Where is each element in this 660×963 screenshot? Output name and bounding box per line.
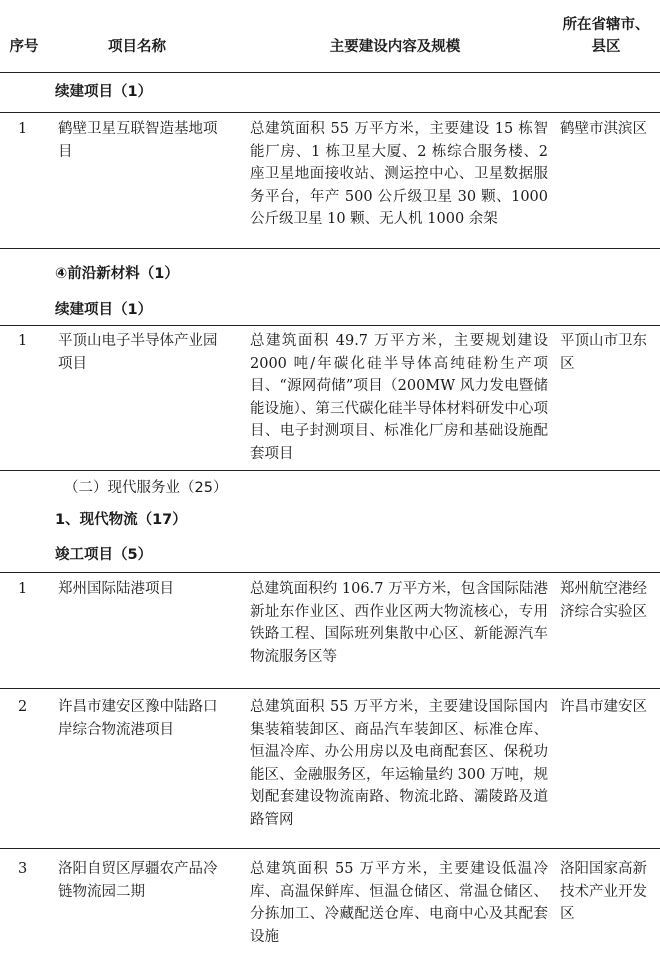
row-divider bbox=[0, 325, 660, 326]
row-divider bbox=[0, 112, 660, 113]
row-location: 郑州航空港经济综合实验区 bbox=[560, 581, 647, 620]
table-header bbox=[0, 0, 660, 73]
section-modern-services: （二）现代服务业（25） bbox=[64, 480, 228, 496]
row-content: 总建筑面积 55 万平方米，主要建设国际国内集装箱装卸区、商品汽车装卸区、标准仓库、恒温冷库、办公用房以及电商配套区、保税功能区、金融服务区，年运输量约 300 万吨，规划配套建设物流南路、物流北路、灞陵路及道路管网 bbox=[250, 699, 548, 828]
row-name: 郑州国际陆港项目 bbox=[58, 581, 174, 597]
row-divider bbox=[0, 848, 660, 849]
row-location: 鹤壁市淇滨区 bbox=[560, 121, 647, 137]
row-location: 平顶山市卫东区 bbox=[560, 333, 647, 372]
row-content: 总建筑面积 55 万平方米，主要建设低温冷库、高温保鲜库、恒温仓储区、常温仓储区、分拣加工、冷藏配送仓库、电商中心及其配套设施 bbox=[250, 861, 548, 945]
row-divider bbox=[0, 248, 660, 249]
row-seq: 2 bbox=[18, 699, 28, 715]
row-seq: 1 bbox=[18, 121, 28, 137]
row-seq: 1 bbox=[18, 581, 28, 597]
row-content: 总建筑面积 55 万平方米，主要建设 15 栋智能厂房、1 栋卫星大厦、2 栋综合服务楼、2 座卫星地面接收站、测运控中心、卫星数据服务平台，年产 500 公斤级卫星 30 颗、1000 公斤级卫星 10 颗、无人机 1000 余架 bbox=[250, 121, 548, 227]
row-divider bbox=[0, 572, 660, 573]
row-name: 许昌市建安区豫中陆路口岸综合物流港项目 bbox=[58, 699, 218, 738]
section-continuing-2: 续建项目（1） bbox=[55, 302, 153, 318]
section-completed: 竣工项目（5） bbox=[55, 547, 153, 563]
section-new-materials: ④前沿新材料（1） bbox=[55, 266, 179, 282]
row-name: 平顶山电子半导体产业园项目 bbox=[58, 333, 218, 372]
header-content: 主要建设内容及规模 bbox=[329, 39, 461, 55]
row-content: 总建筑面积约 106.7 万平方米，包含国际陆港新址东作业区、西作业区两大物流核心，专用铁路工程、国际班列集散中心区、新能源汽车物流服务区等 bbox=[250, 581, 548, 665]
section-continuing: 续建项目（1） bbox=[55, 84, 153, 100]
row-location: 许昌市建安区 bbox=[560, 699, 647, 715]
row-divider bbox=[0, 470, 660, 471]
row-seq: 1 bbox=[18, 333, 28, 349]
row-content: 总建筑面积 49.7 万平方米，主要规划建设 2000 吨/年碳化硅半导体高纯硅粉生产项目、“源网荷储”项目（200MW 风力发电暨储能设施）、第三代碳化硅半导体材料研发中心项目、电子封测项目、标准化厂房和基础设施配套项目 bbox=[250, 333, 548, 462]
header-location: 所在省辖市、县区 bbox=[562, 17, 650, 55]
row-divider bbox=[0, 688, 660, 689]
row-name: 鹤壁卫星互联智造基地项目 bbox=[58, 121, 218, 160]
section-logistics: 1、现代物流（17） bbox=[55, 512, 187, 528]
row-name: 洛阳自贸区厚疆农产品冷链物流园二期 bbox=[58, 861, 218, 900]
row-seq: 3 bbox=[18, 861, 28, 877]
row-location: 洛阳国家高新技术产业开发区 bbox=[560, 861, 647, 922]
header-name: 项目名称 bbox=[108, 39, 166, 55]
header-seq: 序号 bbox=[9, 39, 39, 55]
